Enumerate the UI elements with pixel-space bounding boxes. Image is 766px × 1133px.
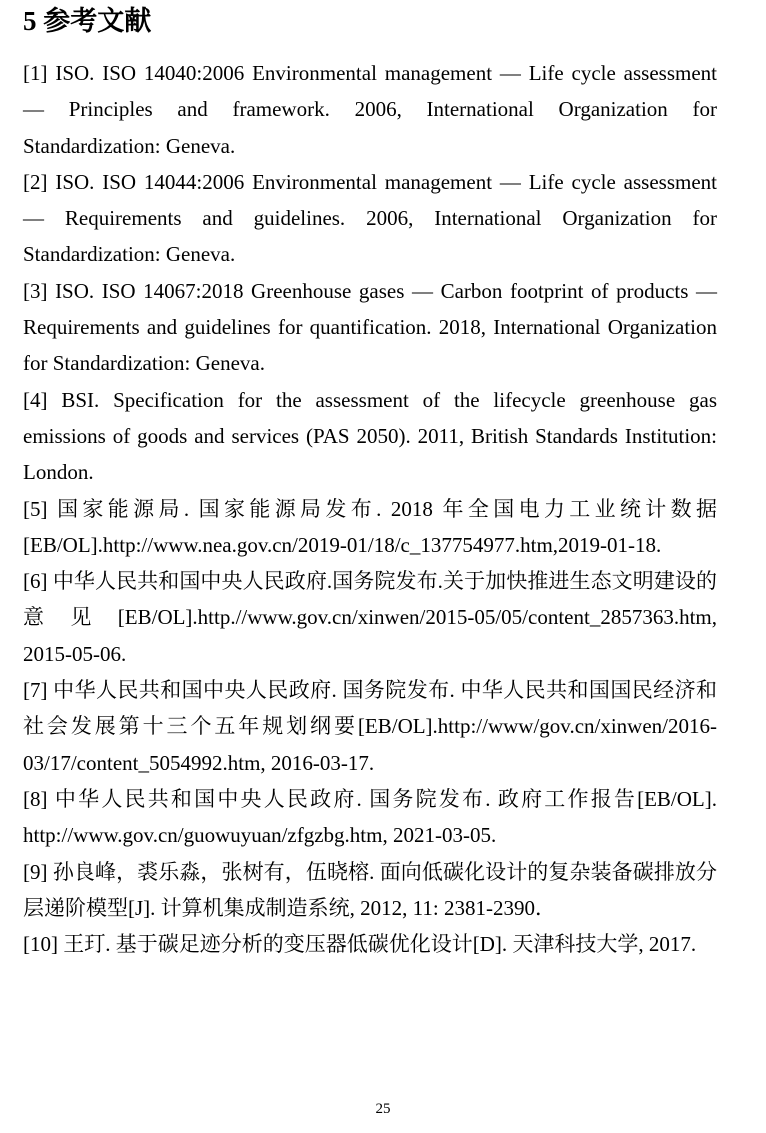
- reference-item-7: [7] 中华人民共和国中央人民政府. 国务院发布. 中华人民共和国国民经济和社会发展第十三个五年规划纲要[EB/OL].http://www/gov.cn/xinwen/2016-03/17/content_5054992.htm, 2016-03-17.: [23, 678, 717, 775]
- page-number: 25: [375, 1101, 391, 1117]
- page-title: 5 参考文献: [23, 6, 152, 36]
- reference-list: [23, 55, 717, 962]
- reference-item-9: [9] 孙良峰，裘乐淼，张树有，伍晓榕. 面向低碳化设计的复杂装备碳排放分层递阶模型[J]. 计算机集成制造系统, 2012, 11: 2381-2390．: [23, 859, 717, 920]
- reference-item-1: [1] ISO. ISO 14040:2006 Environmental management — Life cycle assessment — Principles and framework. 2006, International Organization for Standardization: Geneva.: [23, 61, 717, 158]
- reference-item-6: [6] 中华人民共和国中央人民政府.国务院发布.关于加快推进生态文明建设的意见[EB/OL].http.//www.gov.cn/xinwen/2015-05/05/content_2857363.htm, 2015-05-06.: [23, 569, 717, 666]
- reference-item-10: [10] 王玎. 基于碳足迹分析的变压器低碳优化设计[D]. 天津科技大学, 2017.: [23, 932, 697, 957]
- reference-item-3: [3] ISO. ISO 14067:2018 Greenhouse gases — Carbon footprint of products — Requirements and guidelines for quantification. 2018, International Organization for Standardization: Geneva.: [23, 278, 717, 376]
- reference-item-4: [4] BSI. Specification for the assessment of the lifecycle greenhouse gas emissions of goods and services (PAS 2050). 2011, British Standards Institution: London.: [23, 387, 717, 485]
- reference-item-2: [2] ISO. ISO 14044:2006 Environmental management — Life cycle assessment — Requirements and guidelines. 2006, International Organization for Standardization: Geneva.: [23, 169, 717, 267]
- reference-item-5: [5] 国家能源局. 国家能源局发布. 2018 年全国电力工业统计数据[EB/OL].http://www.nea.gov.cn/2019-01/18/c_137754977.htm,2019-01-18.: [23, 496, 717, 557]
- reference-item-8: [8] 中华人民共和国中央人民政府. 国务院发布. 政府工作报告[EB/OL]. http://www.gov.cn/guowuyuan/zfgzbg.htm, 2021-03-05.: [23, 786, 717, 848]
